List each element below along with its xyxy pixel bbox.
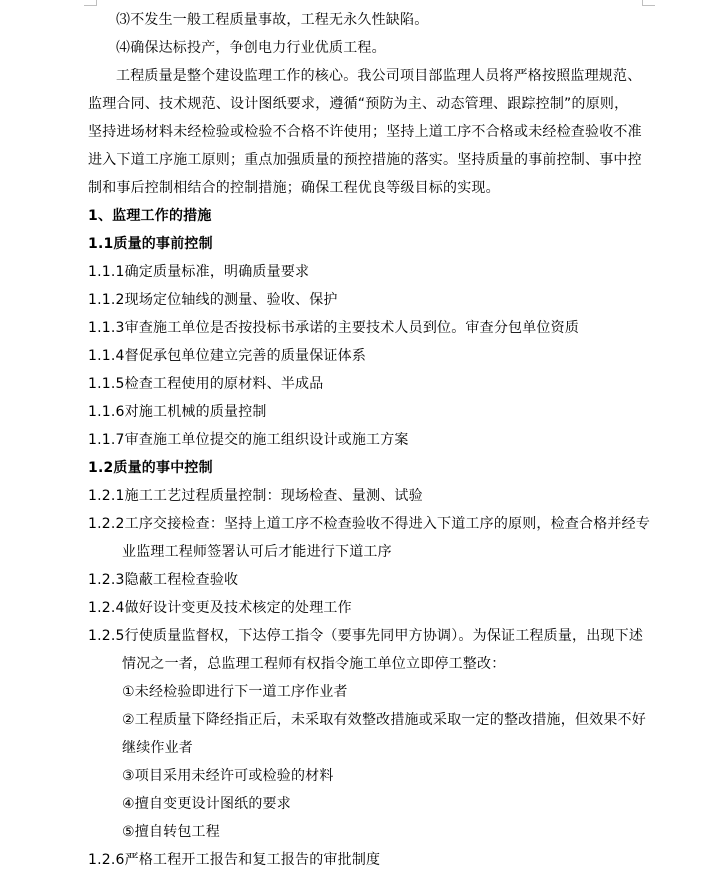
list-item: 1.1.1确定质量标准，明确质量要求 <box>88 264 310 280</box>
paragraph-line: 工程质量是整个建设监理工作的核心。我公司项目部监理人员将严格按照监理规范、 <box>116 68 642 84</box>
paragraph-line: 坚持进场材料未经检验或检验不合格不许使用；坚持上道工序不合格或未经检查验收不准 <box>88 124 642 140</box>
list-item: 1.1.2现场定位轴线的测量、验收、保护 <box>88 292 338 308</box>
subsection-heading: 1.2质量的事中控制 <box>88 460 213 476</box>
sub-list-item-continuation: 继续作业者 <box>122 740 193 756</box>
list-item: 1.2.2工序交接检查：坚持上道工序不检查验收不得进入下道工序的原则，检查合格并经专 <box>88 516 651 532</box>
sub-list-item: ③项目采用未经许可或检验的材料 <box>122 768 334 784</box>
list-item-continuation: 情况之一者，总监理工程师有权指令施工单位立即停工整改： <box>122 656 506 672</box>
list-item: 1.2.1施工工艺过程质量控制：现场检查、量测、试验 <box>88 488 423 504</box>
list-item: 1.1.3审查施工单位是否按投标书承诺的主要技术人员到位。审查分包单位资质 <box>88 320 580 336</box>
subsection-heading: 1.1质量的事前控制 <box>88 236 213 252</box>
paragraph-line: 进入下道工序施工原则；重点加强质量的预控措施的落实。坚持质量的事前控制、事中控 <box>88 152 642 168</box>
list-item: ⑶不发生一般工程质量事故，工程无永久性缺陷。 <box>116 12 429 28</box>
sub-list-item: ④擅自变更设计图纸的要求 <box>122 796 291 812</box>
sub-list-item: ①未经检验即进行下一道工序作业者 <box>122 684 348 700</box>
list-item: 1.2.6严格工程开工报告和复工报告的审批制度 <box>88 852 381 868</box>
list-item: 1.2.5行使质量监督权，下达停工指令（要事先同甲方协调）。为保证工程质量，出现下述 <box>88 628 644 644</box>
list-item: 1.1.4督促承包单位建立完善的质量保证体系 <box>88 348 367 364</box>
list-item: 1.2.3隐蔽工程检查验收 <box>88 572 239 588</box>
list-item-continuation: 业监理工程师签署认可后才能进行下道工序 <box>122 544 392 560</box>
list-item: 1.1.6对施工机械的质量控制 <box>88 404 267 420</box>
document-body <box>88 6 668 874</box>
sub-list-item: ⑤擅自转包工程 <box>122 824 220 840</box>
sub-list-item: ②工程质量下降经指正后，未采取有效整改措施或采取一定的整改措施，但效果不好 <box>122 712 646 728</box>
list-item: 1.1.7审查施工单位提交的施工组织设计或施工方案 <box>88 432 409 448</box>
list-item: 1.2.4做好设计变更及技术核定的处理工作 <box>88 600 352 616</box>
paragraph-line: 制和事后控制相结合的控制措施；确保工程优良等级目标的实现。 <box>88 180 500 196</box>
list-item: 1.1.5检查工程使用的原材料、半成品 <box>88 376 324 392</box>
list-item: ⑷确保达标投产，争创电力行业优质工程。 <box>116 40 386 56</box>
section-heading: 1、监理工作的措施 <box>88 208 212 224</box>
paragraph-line: 监理合同、技术规范、设计图纸要求，遵循“预防为主、动态管理、跟踪控制”的原则， <box>88 96 629 112</box>
